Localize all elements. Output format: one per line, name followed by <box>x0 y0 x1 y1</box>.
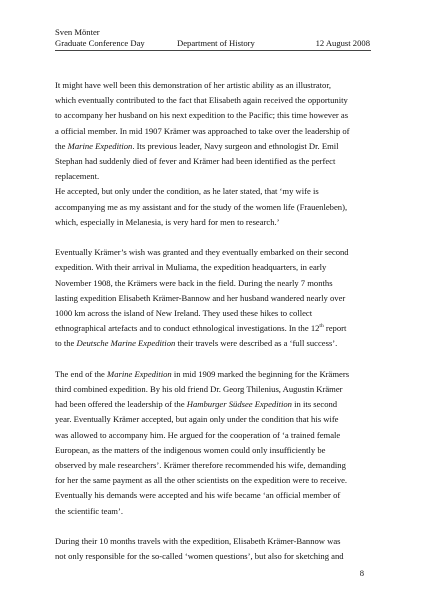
text-line: 1000 km across the island of New Ireland. They used these hikes to collect <box>55 308 313 319</box>
text-run: to the <box>55 338 77 349</box>
header-date: 12 August 2008 <box>315 38 370 48</box>
text-run: the <box>55 140 68 151</box>
text-line: which, especially in Melanesia, is very hard for men to research.’ <box>55 216 280 227</box>
text-line: European, as the matters of the indigenous women could only insufficiently be <box>55 444 326 455</box>
text-line: observed by male researchers’. Krämer therefore recommended his wife, demanding <box>55 460 346 471</box>
header-author: Sven Mönter <box>55 27 100 37</box>
text-run: report <box>323 323 347 334</box>
text-line: Eventually Krämer’s wish was granted and they eventually embarked on their second <box>55 247 349 258</box>
text-run: their travels were described as a ‘full success’. <box>175 338 338 349</box>
text-line: not only responsible for the so-called ‘women questions’, but also for sketching and <box>55 551 344 562</box>
italic-title: Hamburger Südsee Expedition <box>186 399 292 410</box>
paragraph-1 <box>55 78 373 184</box>
text-run: . Its previous leader, Navy surgeon and ethnologist Dr. Emil <box>132 140 339 151</box>
text-line: which eventually contributed to the fact that Elisabeth again received the opportunity <box>55 95 348 106</box>
text-line: the scientific team’. <box>55 505 124 516</box>
text-line: year. Eventually Krämer accepted, but again only under the condition that his wife <box>55 414 339 425</box>
text-line: During their 10 months travels with the expedition, Elisabeth Krämer-Bannow was <box>55 536 341 547</box>
text-line <box>55 397 373 412</box>
text-line: for her the same payment as all the other scientists on the expedition were to receive. <box>55 475 348 486</box>
text-line: Eventually his demands were accepted and his wife became ‘an official member of <box>55 490 341 501</box>
text-line <box>55 321 373 336</box>
italic-title: Marine Expedition <box>67 140 133 151</box>
paragraph-3 <box>55 245 373 351</box>
text-run: The end of the <box>55 368 108 379</box>
italic-title: Marine Expedition <box>107 368 172 379</box>
text-line: It might have well been this demonstration of her artistic ability as an illustrator, <box>55 80 332 90</box>
header-row <box>55 38 370 49</box>
italic-title: Deutsche Marine Expedition <box>76 338 176 349</box>
text-line: November 1908, the Krämers were back in the field. During the nearly 7 months <box>55 277 333 288</box>
header-department: Department of History <box>177 38 255 48</box>
paragraph-4 <box>55 367 373 519</box>
page-number: 8 <box>359 568 364 578</box>
text-line <box>55 336 373 351</box>
text-line: third combined expedition. By his old friend Dr. Georg Thilenius, Augustin Krämer <box>55 384 343 395</box>
text-line <box>55 139 373 154</box>
text-line: Stephan had suddenly died of fever and Krämer had been identified as the perfect <box>55 156 336 167</box>
page-header <box>55 27 370 49</box>
text-run: in its second <box>291 399 338 410</box>
superscript: th <box>319 323 324 330</box>
text-line <box>55 367 373 382</box>
text-run: in mid 1909 marked the beginning for the Krämers <box>171 368 350 379</box>
body-text <box>55 78 373 580</box>
text-line: replacement. <box>55 171 100 182</box>
header-event: Graduate Conference Day <box>55 38 145 48</box>
text-run: ethnographical artefacts and to conduct ethnological investigations. In the 12 <box>55 323 320 334</box>
text-line: He accepted, but only under the condition, as he later stated, that ‘my wife is <box>55 186 319 197</box>
paragraph-2 <box>55 184 373 230</box>
text-line: to accompany her husband on his next expedition to the Pacific; this time however as <box>55 110 349 121</box>
text-run: had been offered the leadership of the <box>55 399 187 410</box>
paragraph-5 <box>55 534 373 564</box>
text-line: was allowed to accompany him. He argued for the cooperation of ‘a trained female <box>55 429 341 440</box>
text-line: lasting expedition Elisabeth Krämer-Bannow and her husband wandered nearly over <box>55 292 346 303</box>
text-line: accompanying me as my assistant and for the study of the women life (Frauenleben), <box>55 201 348 212</box>
text-line: expedition. With their arrival in Muliama, the expedition headquarters, in early <box>55 262 327 273</box>
text-line: a official member. In mid 1907 Krämer was approached to take over the leadership of <box>55 125 350 136</box>
header-divider <box>55 50 371 51</box>
